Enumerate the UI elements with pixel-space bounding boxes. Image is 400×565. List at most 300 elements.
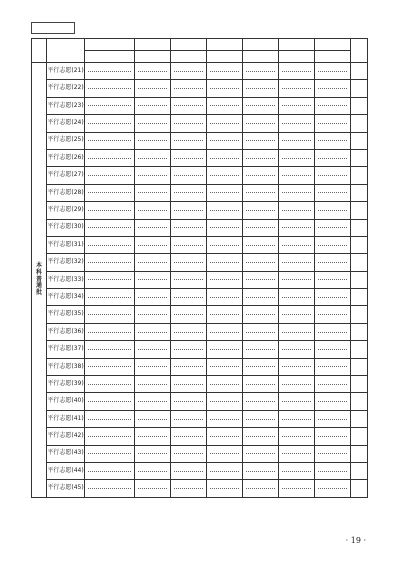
major-cell[interactable] [171, 236, 207, 253]
major-cell[interactable] [207, 149, 243, 166]
major-cell[interactable] [315, 410, 351, 427]
volunteer-row [32, 271, 368, 288]
adjust-cell[interactable] [351, 202, 368, 219]
fill-line [88, 436, 131, 437]
adjust-cell[interactable] [351, 393, 368, 410]
adjust-cell[interactable] [351, 358, 368, 375]
footnotes [31, 500, 371, 520]
batch-label [32, 63, 47, 498]
fill-line [282, 210, 311, 211]
school-code-name-cell[interactable] [85, 393, 135, 410]
major-cell[interactable] [135, 202, 171, 219]
fill-line [88, 71, 131, 72]
major-cell[interactable] [243, 289, 279, 306]
fill-line [318, 384, 347, 385]
fill-line [174, 384, 203, 385]
major-cell[interactable] [315, 202, 351, 219]
volunteer-row [32, 289, 368, 306]
fill-line [138, 262, 167, 263]
fill-line [88, 332, 131, 333]
fill-line [318, 123, 347, 124]
fill-line [88, 123, 131, 124]
school-code-name-cell[interactable] [85, 428, 135, 445]
row-label-prefix: 平行志愿 [47, 379, 72, 387]
major-cell[interactable] [171, 97, 207, 114]
fill-line [318, 71, 347, 72]
fill-line [174, 105, 203, 106]
adjust-cell[interactable] [351, 149, 368, 166]
major-cell[interactable] [279, 184, 315, 201]
school-code-name-cell[interactable] [85, 480, 135, 497]
school-code-name-cell[interactable] [85, 149, 135, 166]
major-cell[interactable] [207, 428, 243, 445]
school-code-name-cell[interactable] [85, 184, 135, 201]
school-code-name-cell[interactable] [85, 341, 135, 358]
major-cell[interactable] [207, 462, 243, 479]
batch-label-char: 本 [35, 262, 42, 270]
adjust-cell[interactable] [351, 462, 368, 479]
fill-line [88, 366, 131, 367]
major-cell[interactable] [243, 445, 279, 462]
fill-line [174, 227, 203, 228]
fill-line [282, 332, 311, 333]
major-cell[interactable] [135, 167, 171, 184]
major-cell[interactable] [243, 462, 279, 479]
row-label-number: 32 [73, 258, 82, 266]
school-code-name-cell[interactable] [85, 271, 135, 288]
major-cell[interactable] [279, 428, 315, 445]
major-cell[interactable] [171, 289, 207, 306]
major-cell[interactable] [171, 323, 207, 340]
major-cell[interactable] [315, 115, 351, 132]
major-cell[interactable] [315, 132, 351, 149]
header-row-1 [32, 39, 368, 51]
school-code-name-cell[interactable] [85, 323, 135, 340]
fill-line [138, 297, 167, 298]
major-cell[interactable] [207, 202, 243, 219]
major-cell[interactable] [279, 115, 315, 132]
major-cell[interactable] [243, 271, 279, 288]
major-cell[interactable] [315, 480, 351, 497]
fill-line [174, 175, 203, 176]
row-label-number: 39 [73, 379, 82, 387]
school-code-name-cell[interactable] [85, 445, 135, 462]
fill-line [88, 384, 131, 385]
major-cell[interactable] [315, 462, 351, 479]
major-cell[interactable] [279, 341, 315, 358]
major-cell[interactable] [135, 323, 171, 340]
major-cell[interactable] [279, 254, 315, 271]
major-cell[interactable] [279, 306, 315, 323]
volunteer-row [32, 410, 368, 427]
fill-line [318, 349, 347, 350]
fill-line [318, 192, 347, 193]
volunteer-row [32, 462, 368, 479]
major-cell[interactable] [279, 358, 315, 375]
fill-line [174, 419, 203, 420]
major-cell[interactable] [315, 271, 351, 288]
adjust-cell[interactable] [351, 115, 368, 132]
major-cell[interactable] [171, 271, 207, 288]
row-label-prefix: 平行志愿 [47, 206, 72, 214]
school-code-name-cell[interactable] [85, 202, 135, 219]
adjust-cell[interactable] [351, 97, 368, 114]
major-cell[interactable] [243, 80, 279, 97]
major-cell[interactable] [279, 271, 315, 288]
school-code-name-cell[interactable] [85, 63, 135, 80]
major-cell[interactable] [171, 306, 207, 323]
major-cell[interactable] [207, 410, 243, 427]
major-cell[interactable] [135, 341, 171, 358]
row-label-prefix: 平行志愿 [47, 327, 72, 335]
fill-line [246, 349, 275, 350]
fill-line [210, 105, 239, 106]
adjust-cell[interactable] [351, 428, 368, 445]
major-cell[interactable] [171, 149, 207, 166]
school-code-name-cell[interactable] [85, 376, 135, 393]
major-cell[interactable] [171, 393, 207, 410]
major-cell[interactable] [279, 289, 315, 306]
adjust-cell[interactable] [351, 132, 368, 149]
major-cell[interactable] [135, 358, 171, 375]
major-cell[interactable] [135, 306, 171, 323]
major-cell[interactable] [279, 376, 315, 393]
major-cell[interactable] [207, 358, 243, 375]
major-cell[interactable] [135, 289, 171, 306]
major-cell[interactable] [243, 410, 279, 427]
fill-line [138, 105, 167, 106]
fill-line [138, 123, 167, 124]
major-cell[interactable] [171, 410, 207, 427]
row-label-number: 38 [73, 362, 82, 370]
school-code-name-cell[interactable] [85, 80, 135, 97]
major-cell[interactable] [243, 132, 279, 149]
row-label-number: 36 [73, 327, 82, 335]
adjust-cell[interactable] [351, 80, 368, 97]
fill-line [282, 384, 311, 385]
fill-line [246, 332, 275, 333]
adjust-cell[interactable] [351, 184, 368, 201]
major-cell[interactable] [207, 480, 243, 497]
school-code-name-cell[interactable] [85, 306, 135, 323]
major-cell[interactable] [279, 236, 315, 253]
adjust-cell[interactable] [351, 289, 368, 306]
fill-line [210, 314, 239, 315]
row-label-number: 27 [73, 171, 82, 179]
major-cell[interactable] [315, 306, 351, 323]
fill-line [138, 349, 167, 350]
major-cell[interactable] [207, 323, 243, 340]
major-cell[interactable] [243, 184, 279, 201]
major-cell[interactable] [315, 393, 351, 410]
major-cell[interactable] [315, 236, 351, 253]
school-code-name-cell[interactable] [85, 462, 135, 479]
major-cell[interactable] [135, 132, 171, 149]
row-label: 平行志愿(36) [47, 323, 85, 340]
fill-line [174, 123, 203, 124]
major-cell[interactable] [207, 289, 243, 306]
adjust-cell[interactable] [351, 254, 368, 271]
header-cell [315, 39, 351, 51]
major-cell[interactable] [243, 219, 279, 236]
major-cell[interactable] [315, 323, 351, 340]
fill-line [318, 140, 347, 141]
adjust-cell[interactable] [351, 376, 368, 393]
major-cell[interactable] [171, 341, 207, 358]
row-label: 平行志愿(28) [47, 184, 85, 201]
fill-line [174, 401, 203, 402]
fill-line [282, 262, 311, 263]
major-cell[interactable] [279, 393, 315, 410]
major-cell[interactable] [207, 376, 243, 393]
major-cell[interactable] [135, 149, 171, 166]
major-cell[interactable] [207, 167, 243, 184]
row-label: 平行志愿(42) [47, 428, 85, 445]
major-cell[interactable] [243, 63, 279, 80]
fill-line [138, 245, 167, 246]
major-cell[interactable] [135, 63, 171, 80]
major-cell[interactable] [315, 184, 351, 201]
fill-line [174, 332, 203, 333]
header-batch [32, 39, 47, 63]
fill-line [210, 123, 239, 124]
major-cell[interactable] [171, 63, 207, 80]
school-code-name-cell[interactable] [85, 236, 135, 253]
row-label-number: 35 [73, 310, 82, 318]
major-cell[interactable] [243, 254, 279, 271]
major-cell[interactable] [243, 306, 279, 323]
major-cell[interactable] [315, 219, 351, 236]
major-cell[interactable] [135, 236, 171, 253]
major-cell[interactable] [171, 219, 207, 236]
major-cell[interactable] [207, 63, 243, 80]
major-cell[interactable] [207, 184, 243, 201]
fill-line [210, 453, 239, 454]
row-label: 平行志愿(21) [47, 63, 85, 80]
adjust-cell[interactable] [351, 236, 368, 253]
major-cell[interactable] [171, 167, 207, 184]
major-cell[interactable] [243, 376, 279, 393]
major-cell[interactable] [171, 132, 207, 149]
major-cell[interactable] [171, 445, 207, 462]
major-cell[interactable] [135, 271, 171, 288]
major-cell[interactable] [315, 289, 351, 306]
adjust-cell[interactable] [351, 63, 368, 80]
major-cell[interactable] [243, 115, 279, 132]
fill-line [88, 227, 131, 228]
fill-line [88, 297, 131, 298]
fill-line [174, 158, 203, 159]
major-cell[interactable] [279, 149, 315, 166]
major-cell[interactable] [207, 115, 243, 132]
school-code-name-cell[interactable] [85, 97, 135, 114]
major-cell[interactable] [207, 254, 243, 271]
fill-line [246, 453, 275, 454]
row-label: 平行志愿(35) [47, 306, 85, 323]
major-cell[interactable] [207, 132, 243, 149]
major-cell[interactable] [171, 254, 207, 271]
fill-line [210, 140, 239, 141]
school-code-name-cell[interactable] [85, 254, 135, 271]
major-cell[interactable] [207, 80, 243, 97]
adjust-cell[interactable] [351, 410, 368, 427]
row-label-prefix: 平行志愿 [47, 275, 72, 283]
adjust-cell[interactable] [351, 167, 368, 184]
fill-line [282, 366, 311, 367]
fill-line [174, 262, 203, 263]
major-cell[interactable] [207, 393, 243, 410]
volunteer-row [32, 358, 368, 375]
major-cell[interactable] [279, 167, 315, 184]
major-cell[interactable] [279, 80, 315, 97]
major-cell[interactable] [315, 167, 351, 184]
major-cell[interactable] [315, 149, 351, 166]
major-cell[interactable] [207, 341, 243, 358]
major-cell[interactable] [171, 358, 207, 375]
major-cell[interactable] [243, 393, 279, 410]
major-cell[interactable] [279, 132, 315, 149]
row-label-number: 33 [73, 275, 82, 283]
header-cell [171, 39, 207, 51]
page-number: · 19 · [345, 536, 366, 545]
major-cell[interactable] [243, 428, 279, 445]
school-code-name-cell[interactable] [85, 410, 135, 427]
fill-line [138, 488, 167, 489]
major-cell[interactable] [171, 115, 207, 132]
major-cell[interactable] [243, 202, 279, 219]
school-code-name-cell[interactable] [85, 132, 135, 149]
major-cell[interactable] [207, 219, 243, 236]
row-label-number: 30 [73, 223, 82, 231]
major-cell[interactable] [207, 236, 243, 253]
major-cell[interactable] [315, 376, 351, 393]
major-cell[interactable] [243, 341, 279, 358]
major-cell[interactable] [279, 63, 315, 80]
major-cell[interactable] [279, 480, 315, 497]
major-cell[interactable] [135, 97, 171, 114]
fill-line [246, 436, 275, 437]
major-cell[interactable] [315, 341, 351, 358]
major-cell[interactable] [279, 97, 315, 114]
major-cell[interactable] [315, 80, 351, 97]
major-cell[interactable] [171, 80, 207, 97]
major-cell[interactable] [135, 254, 171, 271]
row-label-prefix: 平行志愿 [47, 258, 72, 266]
school-code-name-cell[interactable] [85, 358, 135, 375]
adjust-cell[interactable] [351, 341, 368, 358]
major-cell[interactable] [171, 480, 207, 497]
major-cell[interactable] [135, 219, 171, 236]
school-code-name-cell[interactable] [85, 289, 135, 306]
major-cell[interactable] [243, 149, 279, 166]
major-cell[interactable] [135, 480, 171, 497]
major-cell[interactable] [243, 97, 279, 114]
fill-line [138, 175, 167, 176]
major-cell[interactable] [243, 236, 279, 253]
major-cell[interactable] [135, 393, 171, 410]
adjust-cell[interactable] [351, 306, 368, 323]
major-cell[interactable] [135, 115, 171, 132]
major-cell[interactable] [315, 97, 351, 114]
major-cell[interactable] [315, 428, 351, 445]
fill-line [138, 88, 167, 89]
fill-line [138, 419, 167, 420]
major-cell[interactable] [207, 445, 243, 462]
major-cell[interactable] [243, 323, 279, 340]
major-cell[interactable] [243, 167, 279, 184]
row-label-prefix: 平行志愿 [47, 397, 72, 405]
volunteer-row [32, 445, 368, 462]
adjust-cell[interactable] [351, 323, 368, 340]
major-cell[interactable] [171, 202, 207, 219]
fill-line [210, 488, 239, 489]
adjust-cell[interactable] [351, 480, 368, 497]
major-cell[interactable] [207, 97, 243, 114]
row-label-number: 21 [73, 66, 82, 74]
major-cell[interactable] [279, 445, 315, 462]
row-label-number: 25 [73, 136, 82, 144]
major-cell[interactable] [279, 462, 315, 479]
volunteer-row [32, 219, 368, 236]
major-cell[interactable] [207, 271, 243, 288]
fill-line [246, 71, 275, 72]
fill-line [318, 262, 347, 263]
major-cell[interactable] [135, 376, 171, 393]
major-cell[interactable] [315, 254, 351, 271]
fill-line [246, 158, 275, 159]
major-cell[interactable] [135, 428, 171, 445]
adjust-cell[interactable] [351, 271, 368, 288]
major-cell[interactable] [315, 63, 351, 80]
school-code-name-cell[interactable] [85, 219, 135, 236]
fill-line [210, 332, 239, 333]
fill-line [246, 297, 275, 298]
major-cell[interactable] [315, 445, 351, 462]
major-cell[interactable] [315, 358, 351, 375]
major-cell[interactable] [243, 480, 279, 497]
header-slot [47, 39, 85, 63]
volunteer-row [32, 97, 368, 114]
major-cell[interactable] [135, 410, 171, 427]
major-cell[interactable] [171, 184, 207, 201]
major-cell[interactable] [279, 202, 315, 219]
school-code-name-cell[interactable] [85, 115, 135, 132]
fill-line [88, 158, 131, 159]
major-cell[interactable] [171, 428, 207, 445]
major-cell[interactable] [279, 219, 315, 236]
major-cell[interactable] [243, 358, 279, 375]
major-cell[interactable] [279, 410, 315, 427]
fill-line [88, 314, 131, 315]
fill-line [174, 349, 203, 350]
adjust-cell[interactable] [351, 445, 368, 462]
fill-line [138, 436, 167, 437]
school-code-name-cell[interactable] [85, 167, 135, 184]
fill-line [246, 401, 275, 402]
fill-line [138, 140, 167, 141]
major-cell[interactable] [207, 306, 243, 323]
major-cell[interactable] [171, 376, 207, 393]
adjust-cell[interactable] [351, 219, 368, 236]
major-cell[interactable] [171, 462, 207, 479]
major-cell[interactable] [135, 184, 171, 201]
major-cell[interactable] [135, 80, 171, 97]
row-label-prefix: 平行志愿 [47, 153, 72, 161]
major-cell[interactable] [279, 323, 315, 340]
major-cell[interactable] [135, 462, 171, 479]
major-cell[interactable] [135, 445, 171, 462]
fill-line [282, 436, 311, 437]
